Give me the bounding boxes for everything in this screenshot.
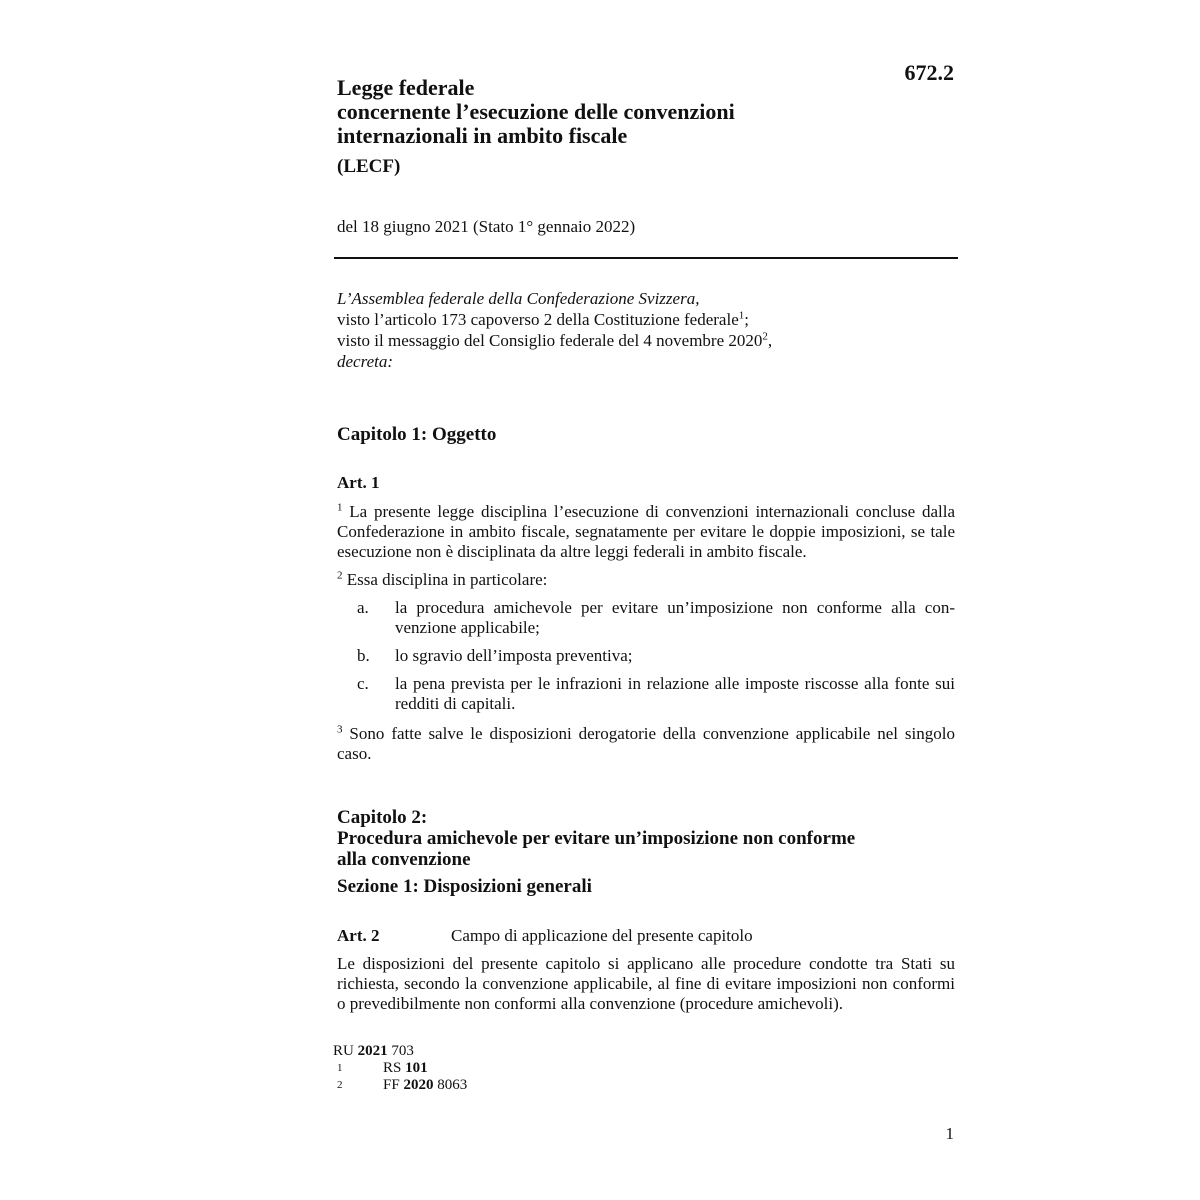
list-item (337, 598, 955, 638)
footnote-ref[interactable]: 2 (762, 330, 768, 343)
date-line: del 18 giugno 2021 (Stato 1° gennaio 2022) (337, 217, 636, 236)
official-collection-ref: RU 2021 703 (333, 1043, 414, 1059)
preamble-line: visto l’articolo 173 capoverso 2 della Costituzione federale$^1$; (337, 309, 749, 329)
footnote-number: 1 (337, 1062, 343, 1074)
chapter-2-heading: Capitolo 2: Procedura amichevole per evitare un’imposizione non conforme alla convenzione (337, 807, 856, 870)
article-1-paragraph-3: $^3$ Sono fatte salve le disposizioni derogatorie della convenzione applicabile nel singolo caso. (337, 723, 955, 763)
preamble-line: visto il messaggio del Consiglio federale del 4 novembre 2020$^2$, (337, 330, 773, 350)
list-marker: c. (357, 674, 369, 693)
preamble-assembly: L’Assemblea federale della Confederazione Svizzera, (337, 289, 700, 308)
list-marker: a. (357, 598, 369, 617)
title-line: internazionali in ambito fiscale (337, 123, 628, 148)
article-2-label: Art. 2 (337, 926, 380, 945)
article-1-paragraph-2: $^2$ Essa disciplina in particolare: (337, 569, 548, 589)
law-title (337, 76, 897, 178)
list-text: la procedura amichevole per evitare un’imposizione non conforme alla convenzione applicabile; (395, 598, 955, 637)
footnote-number: 2 (337, 1079, 343, 1091)
preamble (337, 288, 957, 372)
list-text: la pena prevista per le infrazioni in relazione alle imposte riscosse alla fonte sui redditi di capitali. (395, 674, 955, 713)
section-1-heading: Sezione 1: Disposizioni generali (337, 876, 592, 897)
article-1-label: Art. 1 (337, 473, 380, 492)
list-item (337, 646, 955, 666)
header-divider (334, 257, 958, 259)
list-item (337, 674, 955, 714)
article-2-heading (337, 926, 753, 946)
sr-number: 672.2 (904, 60, 954, 85)
article-1-list (337, 598, 955, 722)
footnotes (333, 1043, 467, 1094)
footnote: 2 FF 2020 8063 (333, 1077, 467, 1094)
paragraph-number: 2 (337, 569, 343, 582)
paragraph-number: 1 (337, 501, 343, 514)
title-line: Legge federale (337, 75, 475, 100)
chapter-1-heading: Capitolo 1: Oggetto (337, 424, 497, 445)
paragraph-number: 3 (337, 723, 343, 736)
footnote: 1 RS 101 (333, 1060, 467, 1077)
law-abbreviation: (LECF) (337, 156, 401, 177)
list-text: lo sgravio dell’imposta preventiva; (395, 646, 633, 665)
preamble-decree: decreta: (337, 352, 394, 371)
page-number: 1 (945, 1124, 954, 1143)
article-2-title: Campo di applicazione del presente capitolo (451, 926, 753, 945)
list-marker: b. (357, 646, 370, 665)
footnote-ref[interactable]: 1 (738, 309, 745, 322)
title-line: concernente l’esecuzione delle convenzioni (337, 99, 735, 124)
article-1-paragraph-1: $^1$ La presente legge disciplina l’esecuzione di convenzioni internazionali concluse dalla Confederazione in ambito fiscale, segnatamente per evitare le doppie imposizioni, se tale esecuzione non è disciplinata da altre leggi federali in ambito fiscale. (337, 501, 955, 561)
article-2-paragraph: Le disposizioni del presente capitolo si applicano alle procedure condotte tra Stati su richiesta, secondo la convenzione applicabile, al fine di evitare imposizioni non conformi o prevedibilmente non conformi alla convenzione (procedure amichevoli). (337, 954, 955, 1013)
